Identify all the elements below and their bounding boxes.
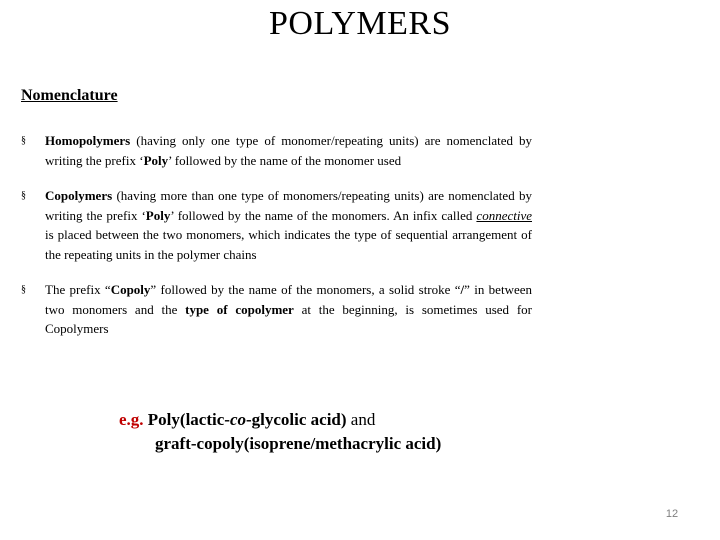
text-run: ” followed by the name of the monomers, a solid stroke “	[150, 282, 461, 297]
text-run: and	[346, 410, 376, 429]
bullet-text	[45, 188, 532, 262]
text-run: ” in between two monomers and the	[45, 282, 532, 317]
text-run: Poly(lactic-	[147, 410, 230, 429]
text-run: ’ followed by the name of the monomer used	[168, 152, 402, 168]
bullet-item-copoly-prefix	[21, 280, 532, 339]
example-block	[119, 408, 441, 456]
page-number: 12	[665, 508, 679, 520]
term-homopolymers: Homopolymers	[45, 133, 131, 148]
bullet-item-copolymers	[21, 186, 532, 264]
example-polymer-1	[148, 410, 347, 429]
example-line-2: graft-copoly(isoprene/methacrylic acid)	[155, 434, 442, 453]
bullet-marker: §	[21, 190, 26, 201]
bullet-text	[45, 133, 532, 168]
example-line-1	[119, 408, 441, 432]
slide-title: POLYMERS	[269, 5, 451, 42]
bullet-list	[21, 131, 532, 355]
example-prefix: e.g.	[119, 410, 144, 429]
prefix-poly: Poly	[143, 152, 169, 168]
bullet-marker: §	[21, 284, 26, 295]
text-run: -glycolic acid)	[245, 410, 347, 429]
text-run: is placed between the two monomers, which indicates the type of sequential arrangement of the repeating units in the polymer chains	[45, 227, 532, 262]
term-copolymers: Copolymers	[45, 188, 113, 203]
term-type-of-copolymer: type of copolymer	[185, 301, 294, 317]
solid-stroke: /	[460, 282, 465, 297]
text-run: ’ followed by the name of the monomers. An infix called	[170, 207, 477, 223]
prefix-copoly: Copoly	[110, 282, 151, 297]
bullet-marker: §	[21, 135, 26, 146]
prefix-poly: Poly	[145, 207, 171, 223]
bullet-text	[45, 282, 532, 336]
text-run: The prefix “	[45, 282, 111, 297]
text-run: (having only one type of monomer/repeating units) are nomenclated by writing the prefix ‘	[45, 133, 532, 168]
text-run: at the beginning, is sometimes used for Copolymers	[45, 301, 532, 336]
bullet-item-homopolymers	[21, 131, 532, 170]
text-run: (having more than one type of monomers/repeating units) are nomenclated by writing the prefix ‘	[45, 188, 532, 223]
infix-co: co	[229, 410, 246, 429]
term-connective: connective	[476, 207, 532, 223]
section-heading: Nomenclature	[21, 87, 118, 104]
